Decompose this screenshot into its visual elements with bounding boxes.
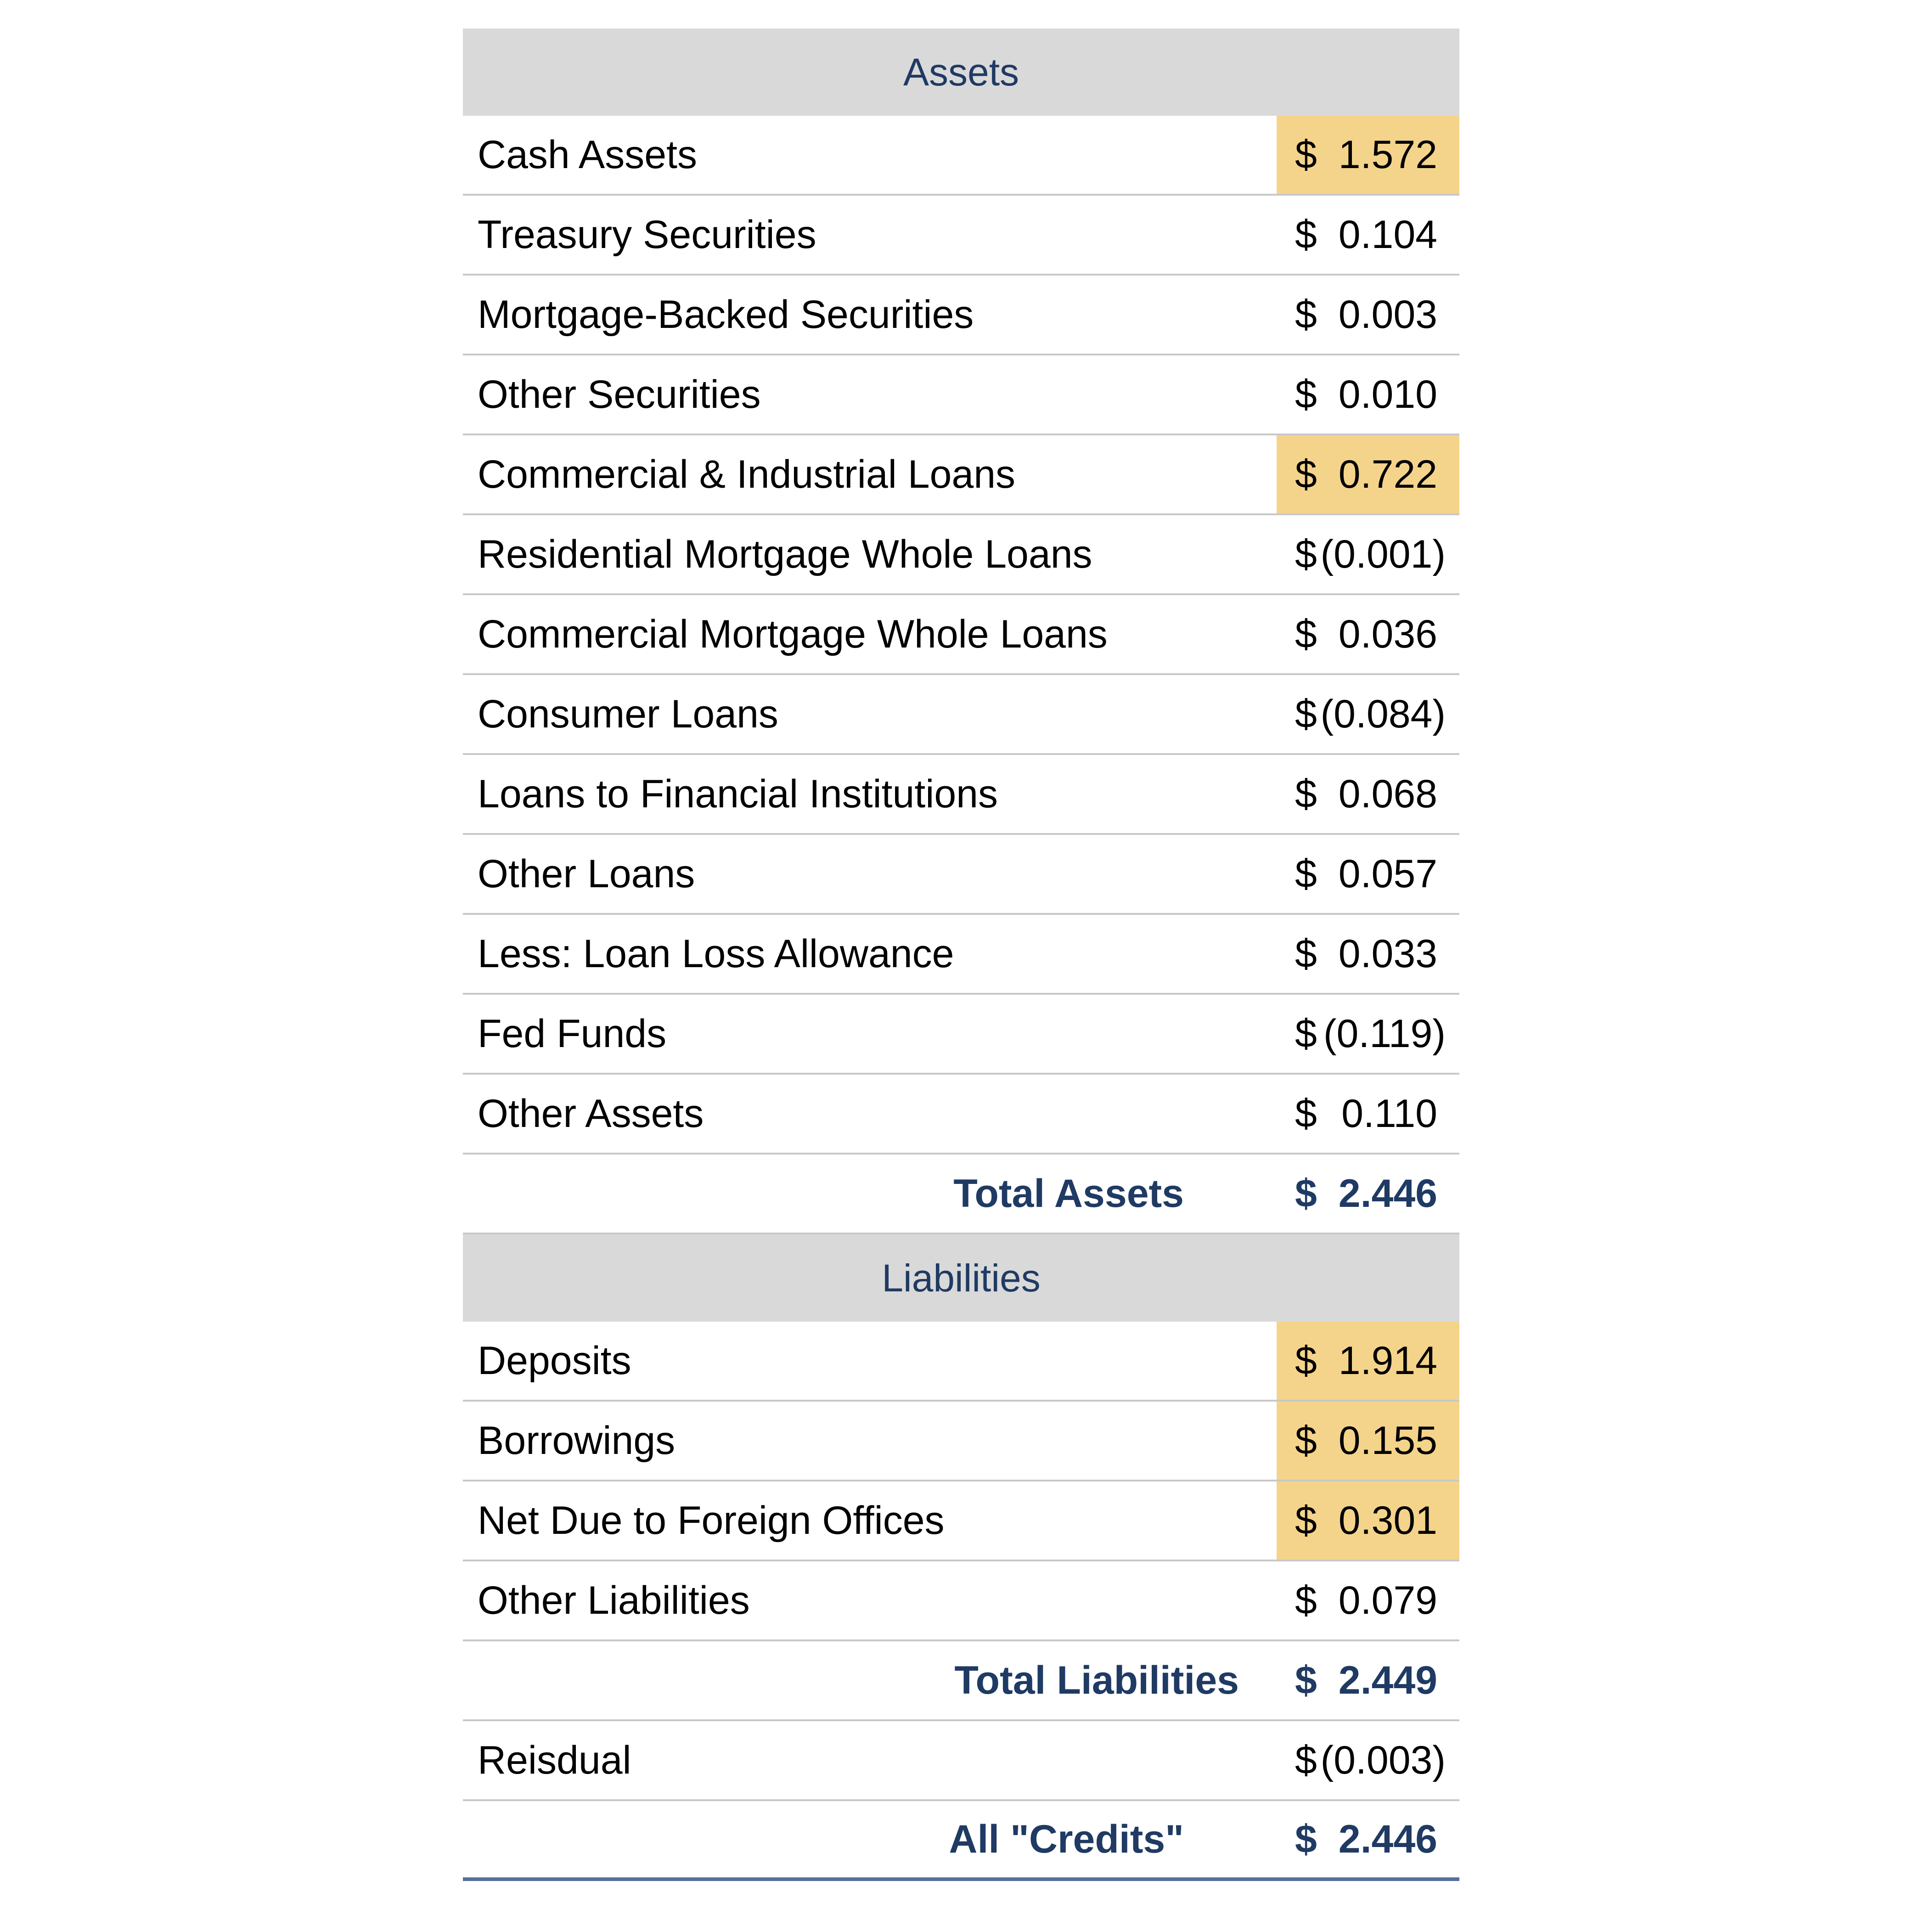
currency-sign: $ [1295,692,1317,736]
currency-sign: $ [1295,1738,1317,1782]
value-cell [1277,1322,1459,1400]
value-cell [1277,1402,1459,1480]
row-label: Cash Assets [478,132,697,177]
currency-sign: $ [1295,1658,1317,1702]
row-label: Fed Funds [478,1011,667,1056]
currency-sign: $ [1295,532,1317,576]
section-header-liabilities: Liabilities [463,1234,1459,1322]
table-row [463,835,1459,915]
currency-sign: $ [1295,372,1317,417]
table-row [463,1561,1459,1641]
value-cell [1277,995,1459,1073]
value-cell [1277,675,1459,753]
table-row [463,1481,1459,1561]
value-number: 2.446 [1338,1171,1437,1216]
residual-row [463,1721,1459,1801]
currency-sign: $ [1295,1418,1317,1463]
value-number: 0.010 [1338,372,1437,417]
value-number: 0.110 [1341,1091,1437,1136]
total-label: All "Credits" [949,1817,1184,1861]
table-row [463,276,1459,355]
value-number: 2.446 [1338,1817,1437,1861]
row-label: Reisdual [478,1738,631,1782]
currency-sign: $ [1295,931,1317,976]
row-label: Net Due to Foreign Offices [478,1498,945,1543]
value-cell [1277,835,1459,913]
value-number: (0.119) [1323,1011,1446,1056]
row-label: Borrowings [478,1418,676,1463]
total-row [463,1641,1459,1721]
currency-sign: $ [1295,772,1317,816]
currency-sign: $ [1295,851,1317,896]
total-label: Total Liabilities [954,1658,1239,1702]
value-cell [1277,276,1459,354]
value-cell [1277,1561,1459,1639]
value-cell [1277,435,1459,513]
row-label: Deposits [478,1338,631,1383]
value-number: 0.079 [1338,1578,1437,1622]
balance-sheet-table [463,28,1459,1881]
currency-sign: $ [1295,292,1317,337]
value-number: 0.068 [1338,772,1437,816]
value-cell [1277,116,1459,194]
currency-sign: $ [1295,1578,1317,1622]
value-cell [1277,196,1459,274]
value-number: 2.449 [1338,1658,1437,1702]
currency-sign: $ [1295,1817,1317,1861]
table-row [463,675,1459,755]
value-number: (0.003) [1320,1738,1446,1782]
value-cell [1277,355,1459,434]
currency-sign: $ [1295,1338,1317,1383]
table-row [463,116,1459,196]
currency-sign: $ [1295,132,1317,177]
value-number: 0.155 [1338,1418,1437,1463]
row-label: Treasury Securities [478,212,816,257]
table-row [463,595,1459,675]
table-row [463,1075,1459,1155]
value-number: 0.036 [1338,612,1437,656]
currency-sign: $ [1295,612,1317,656]
row-label: Other Loans [478,851,695,896]
value-number: 0.003 [1338,292,1437,337]
table-row [463,435,1459,515]
value-number: 0.722 [1338,452,1437,496]
row-label: Other Assets [478,1091,704,1136]
value-cell [1277,915,1459,993]
value-cell [1277,1641,1459,1719]
value-cell [1277,755,1459,833]
row-label: Mortgage-Backed Securities [478,292,974,337]
table-row [463,515,1459,595]
section-header-assets: Assets [463,28,1459,116]
table-row [463,1402,1459,1481]
row-label: Commercial & Industrial Loans [478,452,1016,496]
table-row [463,196,1459,276]
total-label: Total Assets [953,1171,1184,1216]
currency-sign: $ [1295,1171,1317,1216]
table-row [463,995,1459,1075]
table-row [463,355,1459,435]
table-row [463,755,1459,835]
value-cell [1277,1155,1459,1233]
value-cell [1277,515,1459,593]
value-number: 0.057 [1338,851,1437,896]
total-row [463,1155,1459,1234]
currency-sign: $ [1295,1498,1317,1543]
row-label: Other Liabilities [478,1578,750,1622]
value-number: (0.001) [1320,532,1446,576]
value-number: 1.572 [1338,132,1437,177]
value-cell [1277,1721,1459,1799]
currency-sign: $ [1295,452,1317,496]
row-label: Commercial Mortgage Whole Loans [478,612,1108,656]
value-number: 0.301 [1338,1498,1437,1543]
value-cell [1277,1481,1459,1560]
value-number: 0.033 [1338,931,1437,976]
row-label: Other Securities [478,372,761,417]
value-cell [1277,595,1459,673]
table-row [463,915,1459,995]
row-label: Residential Mortgage Whole Loans [478,532,1092,576]
row-label: Consumer Loans [478,692,778,736]
value-cell [1277,1075,1459,1153]
value-cell [1277,1801,1459,1877]
currency-sign: $ [1295,1011,1317,1056]
value-number: 1.914 [1338,1338,1437,1383]
value-number: 0.104 [1338,212,1437,257]
value-number: (0.084) [1320,692,1446,736]
row-label: Loans to Financial Institutions [478,772,998,816]
grand-total-row [463,1801,1459,1881]
table-row [463,1322,1459,1402]
currency-sign: $ [1295,212,1317,257]
row-label: Less: Loan Loss Allowance [478,931,954,976]
currency-sign: $ [1295,1091,1317,1136]
